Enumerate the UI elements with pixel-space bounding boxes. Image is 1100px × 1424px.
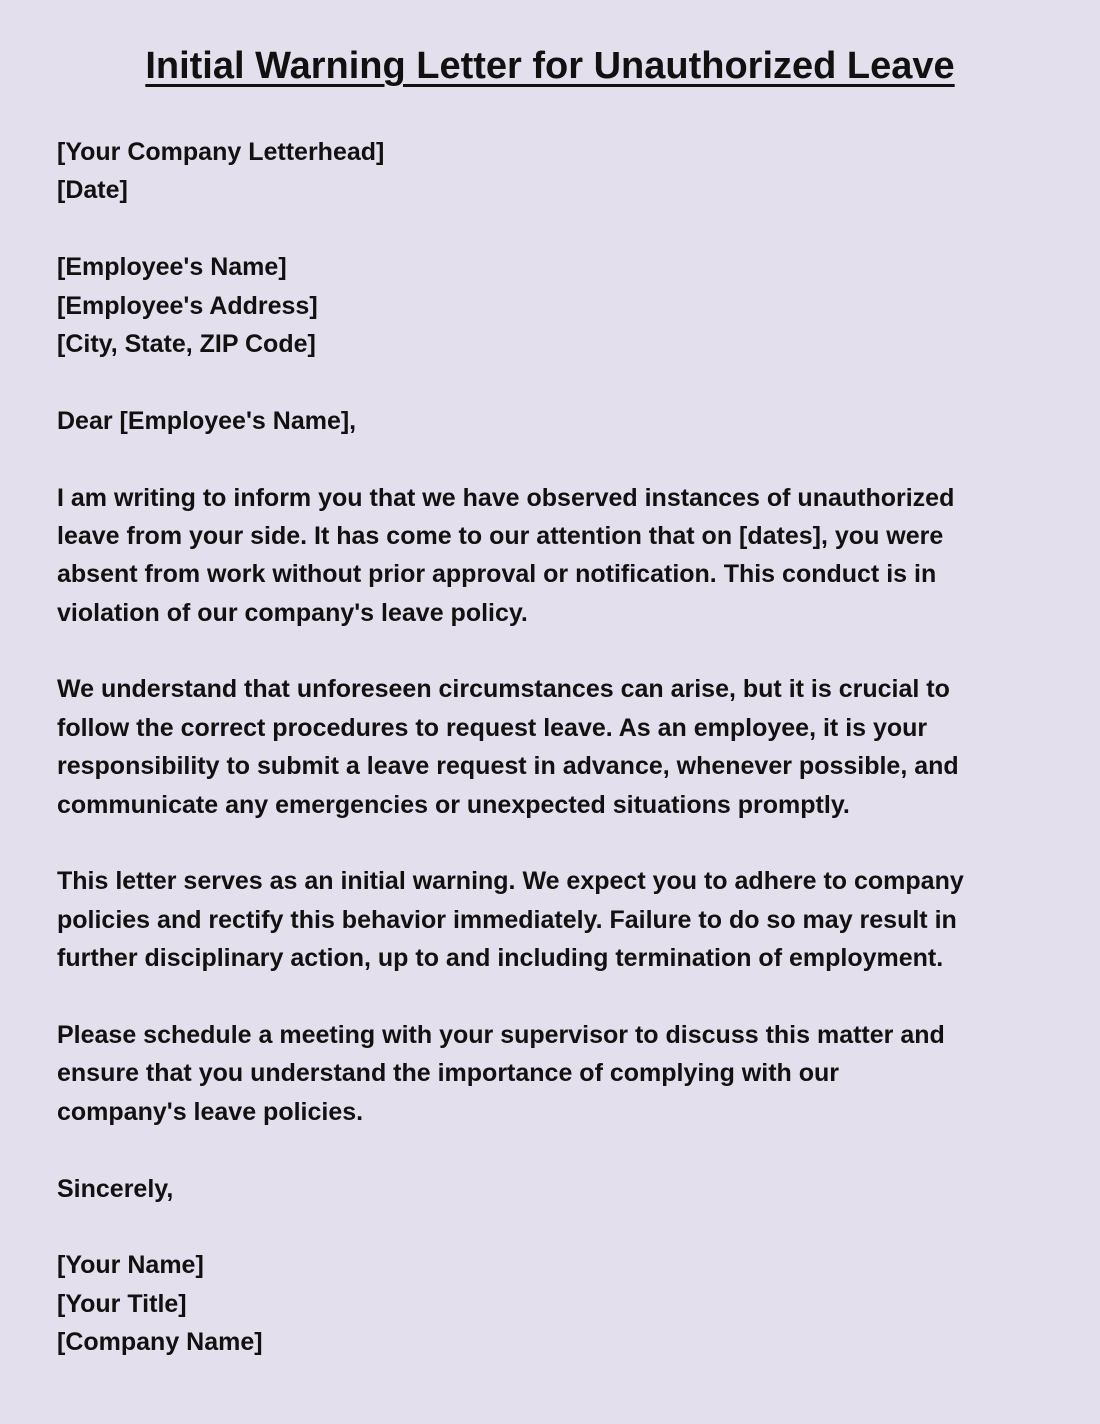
signer-title: [Your Title] xyxy=(57,1289,187,1318)
paragraph-line: violation of our company's leave policy. xyxy=(57,598,528,627)
company-letterhead: [Your Company Letterhead] xyxy=(57,138,385,166)
recipient-block xyxy=(57,248,1067,363)
paragraph-line: ensure that you understand the importance of complying with our xyxy=(57,1059,840,1088)
salutation: Dear [Employee's Name], xyxy=(57,406,357,435)
paragraph-line: company's leave policies. xyxy=(57,1097,364,1126)
letter-title: Initial Warning Letter for Unauthorized Leave xyxy=(145,45,955,87)
signer-name: [Your Name] xyxy=(57,1251,204,1280)
paragraph-line: responsibility to submit a leave request in advance, whenever possible, and xyxy=(57,752,959,781)
signature-block xyxy=(57,1246,1067,1361)
paragraph-line: communicate any emergencies or unexpected situations promptly. xyxy=(57,790,850,819)
sender-block xyxy=(57,133,1067,210)
paragraph-line: We understand that unforeseen circumstances can arise, but it is crucial to xyxy=(57,675,950,704)
paragraph-procedures xyxy=(57,670,1067,824)
signer-company: [Company Name] xyxy=(57,1328,263,1357)
paragraph-line: follow the correct procedures to request leave. As an employee, it is your xyxy=(57,713,928,742)
letter-date: [Date] xyxy=(57,176,128,205)
paragraph-observation xyxy=(57,479,1067,633)
paragraph-line: I am writing to inform you that we have observed instances of unauthorized xyxy=(57,483,955,512)
paragraph-line: policies and rectify this behavior immediately. Failure to do so may result in xyxy=(57,905,957,934)
letter-body xyxy=(57,133,1067,1362)
recipient-name: [Employee's Name] xyxy=(57,253,287,282)
closing: Sincerely, xyxy=(57,1174,174,1203)
recipient-address: [Employee's Address] xyxy=(57,291,318,320)
recipient-city-state-zip: [City, State, ZIP Code] xyxy=(57,329,316,358)
paragraph-line: This letter serves as an initial warning. We expect you to adhere to company xyxy=(57,867,964,896)
paragraph-warning xyxy=(57,862,1067,977)
paragraph-line: further disciplinary action, up to and including termination of employment. xyxy=(57,944,944,973)
paragraph-line: leave from your side. It has come to our attention that on [dates], you were xyxy=(57,521,944,550)
paragraph-line: Please schedule a meeting with your supervisor to discuss this matter and xyxy=(57,1020,945,1049)
paragraph-meeting xyxy=(57,1016,1067,1131)
paragraph-line: absent from work without prior approval or notification. This conduct is in xyxy=(57,560,937,589)
